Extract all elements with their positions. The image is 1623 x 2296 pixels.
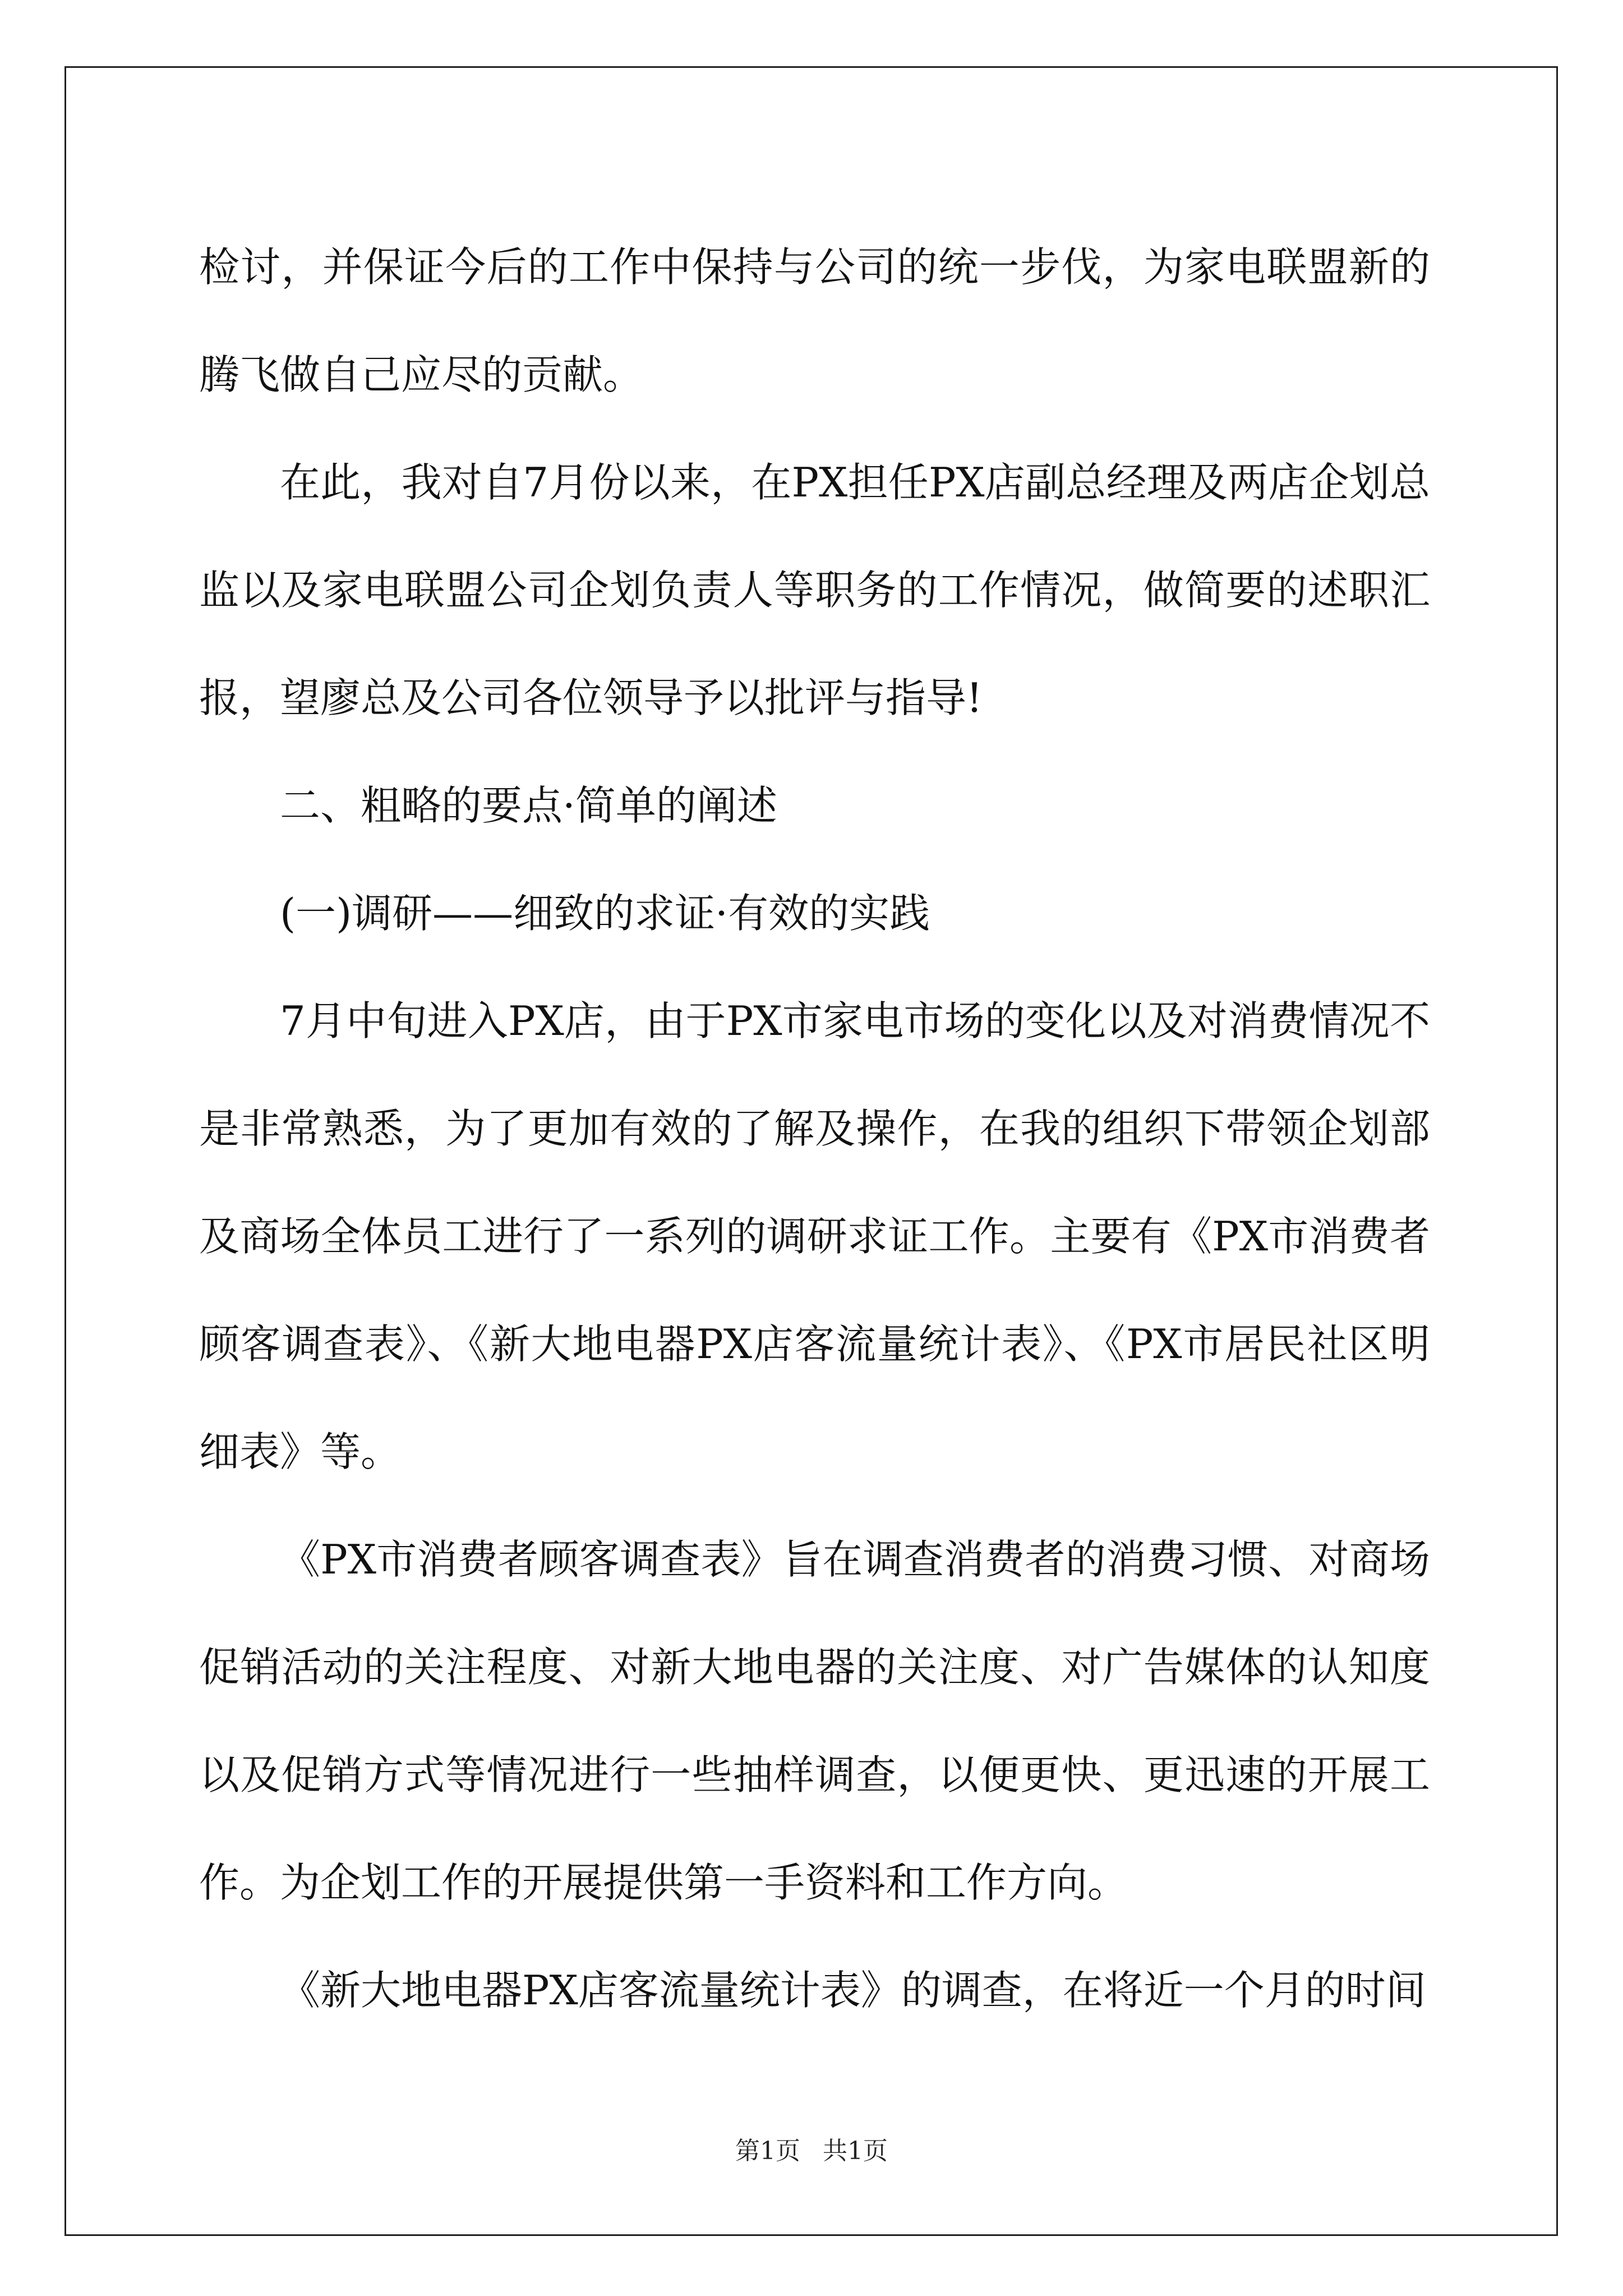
total-pages: 共1页 bbox=[823, 2137, 888, 2165]
paragraph-3: 7月中旬进入PX店，由于PX市家电市场的变化以及对消费情况不是非常熟悉，为了更加有效的了解及操作，在我的组织下带领企划部及商场全体员工进行了一系列的调研求证工作。主要有《PX市消费者顾客调查表》、《新大地电器PX店客流量统计表》、《PX市居民社区明细表》等。 bbox=[199, 997, 1430, 1475]
page-footer bbox=[0, 2134, 1623, 2168]
page-number: 第1页 bbox=[735, 2137, 800, 2165]
paragraph-5: 《新大地电器PX店客流量统计表》的调查，在将近一个月的时间 bbox=[280, 1967, 1426, 2014]
document-body bbox=[199, 213, 1430, 2044]
paragraph-2: 在此，我对自7月份以来，在PX担任PX店副总经理及两店企划总监以及家电联盟公司企划负责人等职务的工作情况，做简要的述职汇报，望廖总及公司各位领导予以批评与指导! bbox=[199, 459, 1430, 721]
section-heading: 二、粗略的要点·简单的阐述 bbox=[280, 782, 777, 829]
paragraph-4: 《PX市消费者顾客调查表》旨在调查消费者的消费习惯、对商场促销活动的关注程度、对新大地电器的关注度、对广告媒体的认知度以及促销方式等情况进行一些抽样调查，以便更快、更迅速的开展工作。为企划工作的开展提供第一手资料和工作方向。 bbox=[199, 1536, 1430, 1906]
paragraph-1: 检讨，并保证今后的工作中保持与公司的统一步伐，为家电联盟新的腾飞做自己应尽的贡献。 bbox=[199, 243, 1430, 398]
subsection-heading: (一)调研——细致的求证·有效的实践 bbox=[280, 890, 930, 937]
